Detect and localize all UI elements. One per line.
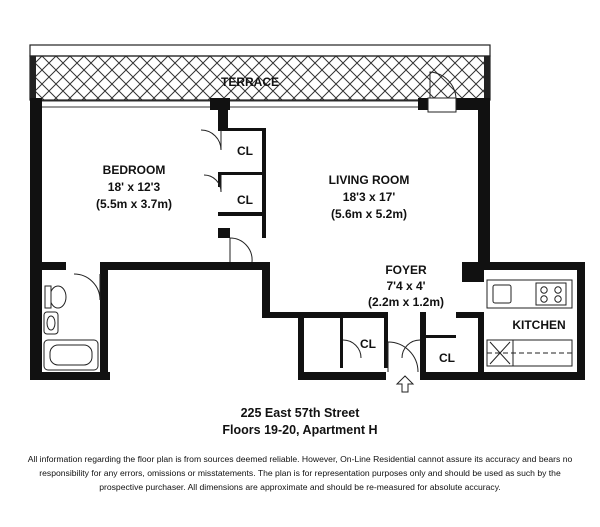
kitchen-label: KITCHEN (512, 318, 566, 332)
toilet-icon (50, 286, 66, 308)
address-caption: 225 East 57th Street (240, 406, 360, 420)
foyer-label: FOYER (385, 263, 427, 277)
bedroom-label: BEDROOM (102, 163, 166, 177)
kitchen-sink-icon (493, 285, 511, 303)
exterior-walls (30, 98, 585, 380)
closet-label: CL (237, 193, 253, 207)
disclaimer-text: All information regarding the floor plan is from sources deemed reliable. However, On-Line Residential cannot assure its accuracy and bears no responsibility for any errors, omissions or misstatements. The plan is for representation purposes only and should be used as such by the prospective purchaser. All dimensions are approximate and should be re-measured for absolute accuracy. (27, 454, 573, 492)
living-room-label: LIVING ROOM (328, 173, 410, 187)
bedroom-dims: 18' x 12'3 (107, 180, 161, 194)
terrace (30, 45, 490, 100)
stove-icon (536, 283, 566, 305)
apartment-caption: Floors 19-20, Apartment H (222, 423, 378, 437)
bathroom-fixtures (44, 274, 100, 370)
closet-label: CL (360, 337, 376, 351)
closet-label: CL (439, 351, 455, 365)
foyer-dims: 7'4 x 4' (386, 279, 426, 293)
terrace-label: TERRACE (220, 75, 280, 89)
living-room-metric: (5.6m x 5.2m) (330, 207, 408, 221)
interior-walls (30, 110, 484, 380)
living-room-dims: 18'3 x 17' (342, 190, 396, 204)
bedroom-metric: (5.5m x 3.7m) (95, 197, 173, 211)
foyer-metric: (2.2m x 1.2m) (367, 295, 445, 309)
entry-door (388, 342, 418, 372)
closet-label: CL (237, 144, 253, 158)
entry-arrow-icon (397, 376, 413, 392)
